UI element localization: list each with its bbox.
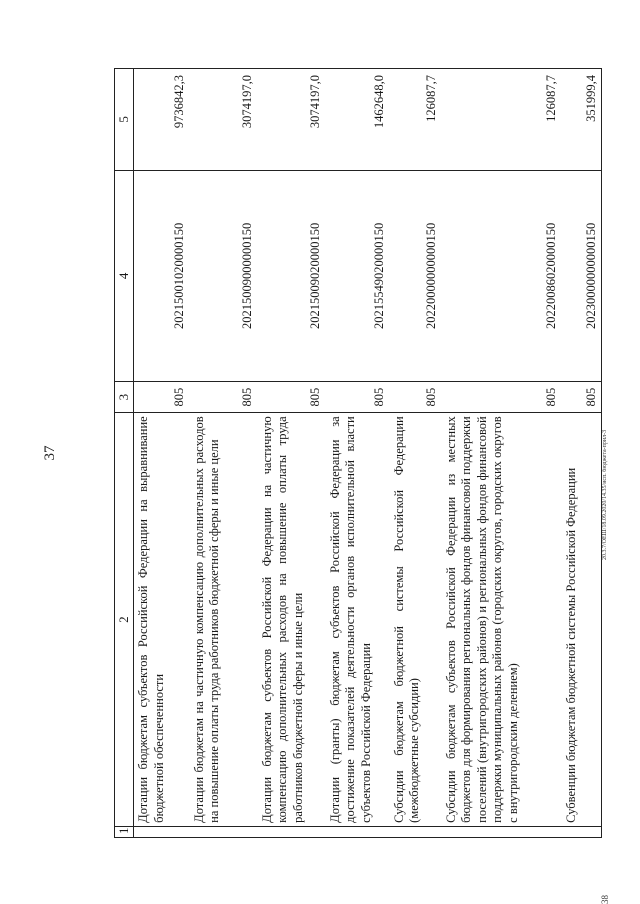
budget-table	[114, 68, 602, 838]
row-admin-code: 805	[442, 382, 562, 413]
row-name: Дотации бюджетам субъектов Российской Федерации на частичную компенсацию дополнительных расходов на повышение оплаты труда работников бюджетной сферы и иные цели	[258, 413, 326, 827]
row-budget-code: 20220000000000150	[390, 170, 442, 381]
header-col-4: 4	[115, 170, 134, 381]
row-amount: 1462648,0	[326, 69, 390, 171]
row-amount: 9736842,3	[134, 69, 190, 171]
header-col-1: 1	[115, 826, 134, 837]
row-budget-code: 20215009020000150	[258, 170, 326, 381]
row-budget-code: 20215009000000150	[190, 170, 258, 381]
page-number: 37	[42, 445, 58, 461]
footer-document-code: 20.3.7/ОЕШ/18.09.2020/14.35/исп. бюджета-прил-3	[602, 429, 608, 560]
row-name: Субвенции бюджетам бюджетной системы Российской Федерации	[562, 413, 602, 827]
row-index-cell	[190, 826, 258, 837]
row-index-cell	[442, 826, 562, 837]
row-amount: 126087,7	[442, 69, 562, 171]
row-budget-code: 20215001020000150	[134, 170, 190, 381]
rotated-table-container	[114, 68, 598, 838]
row-name: Дотации бюджетам на частичную компенсацию дополнительных расходов на повышение оплаты труда работников бюджетной сферы и иные цели	[190, 413, 258, 827]
row-budget-code: 20220086020000150	[442, 170, 562, 381]
header-col-3: 3	[115, 382, 134, 413]
table-row	[390, 69, 442, 838]
table-row	[442, 69, 562, 838]
row-index-cell	[326, 826, 390, 837]
row-admin-code: 805	[134, 382, 190, 413]
row-admin-code: 805	[562, 382, 602, 413]
row-amount: 126087,7	[390, 69, 442, 171]
table-row	[562, 69, 602, 838]
row-name: Дотации (гранты) бюджетам субъектов Российской Федерации за достижение показателей деятельности органов исполнительной власти субъектов Российской Федерации	[326, 413, 390, 827]
row-budget-code: 20215549020000150	[326, 170, 390, 381]
row-admin-code: 805	[258, 382, 326, 413]
table-row	[190, 69, 258, 838]
row-name: Субсидии бюджетам бюджетной системы Российской Федерации (межбюджетные субсидии)	[390, 413, 442, 827]
row-index-cell	[390, 826, 442, 837]
row-admin-code: 805	[190, 382, 258, 413]
row-index-cell	[258, 826, 326, 837]
table-row	[258, 69, 326, 838]
row-admin-code: 805	[390, 382, 442, 413]
row-budget-code: 20230000000000150	[562, 170, 602, 381]
header-col-2: 2	[115, 413, 134, 827]
row-index-cell	[134, 826, 190, 837]
header-col-5: 5	[115, 69, 134, 171]
row-amount: 351999,4	[562, 69, 602, 171]
table-header-row	[115, 69, 134, 838]
row-admin-code: 805	[326, 382, 390, 413]
table-row	[134, 69, 190, 838]
row-amount: 3074197,0	[258, 69, 326, 171]
row-name: Субсидии бюджетам субъектов Российской Федерации из местных бюджетов для формирования региональных фондов финансовой поддержки поселений (внутригородских районов) и региональных фондов финансовой поддержки муниципальных районов (городских округов, городских округов с внутригородским делением)	[442, 413, 562, 827]
row-amount: 3074197,0	[190, 69, 258, 171]
row-index-cell	[562, 826, 602, 837]
corner-mark: 38	[600, 895, 610, 904]
table-row	[326, 69, 390, 838]
row-name: Дотации бюджетам субъектов Российской Федерации на выравнивание бюджетной обеспеченности	[134, 413, 190, 827]
